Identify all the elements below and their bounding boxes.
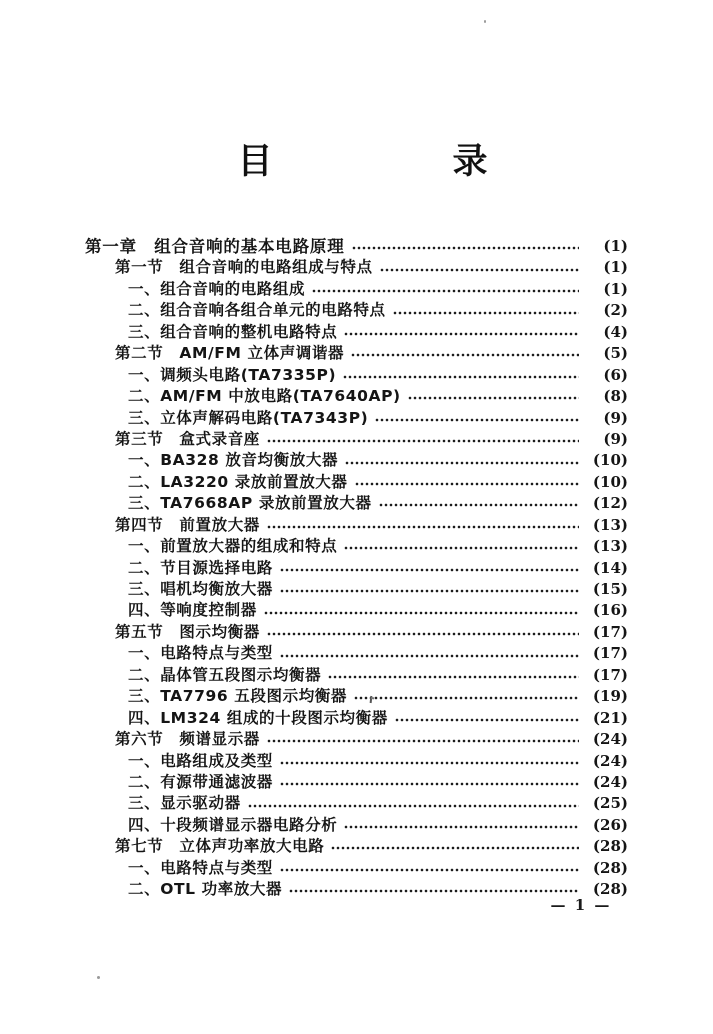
toc-leader-dots [395, 718, 579, 722]
toc-leader-dots [375, 418, 579, 422]
toc-entry-label: 三、唱机均衡放大器 [128, 580, 273, 598]
toc-leader-dots [379, 503, 579, 507]
toc-page-number: (5) [603, 344, 628, 363]
toc-leader-dots [328, 675, 579, 679]
toc-page-number: (10) [592, 451, 628, 470]
toc-page-number: (10) [592, 472, 628, 491]
toc-entry-label: 一、电路特点与类型 [128, 858, 273, 877]
toc-page-number: (1) [603, 279, 628, 298]
toc-entry [85, 772, 628, 793]
toc-entry-label: 一、组合音响的电路组成 [128, 279, 306, 298]
toc-entry [85, 450, 628, 471]
toc-entry-label: 一、BA328 放音均衡放大器 [128, 451, 339, 470]
toc-entry-label: 第七节 立体声功率放大电路 [115, 837, 325, 856]
toc-entry-label: 二、OTL 功率放大器 [128, 880, 283, 899]
toc-leader-dots [352, 246, 580, 250]
toc-leader-dots [280, 761, 579, 765]
toc-page-number: (26) [592, 815, 628, 834]
toc-entry-label: 第一章 组合音响的基本电路原理 [85, 237, 345, 256]
toc-entry [85, 322, 628, 343]
toc-entry [85, 793, 628, 814]
toc-entry [85, 472, 628, 493]
toc-page-number: (8) [603, 387, 628, 406]
toc-page-number: (12) [592, 494, 628, 513]
toc-entry [85, 236, 628, 257]
toc-entry-label: 第三节 盒式录音座 [115, 429, 260, 448]
toc-entry-label: 三、TA7668AP 录放前置放大器 [128, 494, 372, 513]
title-char-lu: 录 [452, 141, 488, 182]
toc-leader-dots [354, 696, 579, 700]
toc-leader-dots [408, 396, 579, 400]
toc-leader-dots [280, 868, 579, 872]
toc-leader-dots [267, 632, 579, 636]
toc-entry [85, 815, 628, 836]
toc-page-number: (17) [592, 644, 628, 663]
scan-speck [484, 20, 486, 23]
toc-leader-dots [280, 654, 579, 658]
toc-leader-dots [343, 375, 579, 379]
toc-leader-dots [280, 568, 579, 572]
page-title [12, 134, 713, 184]
toc-entry [85, 386, 628, 407]
toc-leader-dots [267, 439, 579, 443]
toc-leader-dots [312, 289, 579, 293]
toc-leader-dots [393, 311, 579, 315]
toc-entry [85, 600, 628, 621]
toc-leader-dots [355, 482, 579, 486]
toc-entry [85, 579, 628, 600]
toc-entry-label: 一、电路特点与类型 [128, 644, 273, 663]
toc-leader-dots [345, 461, 579, 465]
toc-entry-label: 三、显示驱动器 [128, 794, 241, 813]
toc-leader-dots [267, 525, 579, 529]
scan-speck [97, 976, 100, 979]
toc-page-number: (21) [592, 708, 628, 727]
toc-entry [85, 708, 628, 729]
toc-entry-label: 二、节目源选择电路 [128, 558, 273, 577]
toc-page-number: (6) [603, 365, 628, 384]
toc-entry-label: 第四节 前置放大器 [115, 515, 260, 534]
toc-entry [85, 515, 628, 536]
toc-page-number: (24) [592, 730, 628, 749]
toc-page-number: (25) [592, 794, 628, 813]
toc-entry-label: 一、前置放大器的组成和特点 [128, 537, 338, 556]
toc-leader-dots [280, 782, 579, 786]
toc-entry-label: 一、电路组成及类型 [128, 751, 273, 770]
toc-entry-label: 三、TA7796 五段图示均衡器 [128, 687, 348, 706]
toc-page-number: (14) [592, 558, 628, 577]
toc-leader-dots [351, 353, 579, 357]
toc-entry-label: 二、组合音响各组合单元的电路特点 [128, 301, 386, 320]
toc-entry-label: 二、晶体管五段图示均衡器 [128, 665, 322, 684]
toc-entry [85, 257, 628, 278]
toc-page-number: (17) [592, 665, 628, 684]
toc-page-number: (28) [592, 880, 628, 899]
toc-leader-dots [344, 332, 579, 336]
toc-page-number: (4) [603, 322, 628, 341]
toc-entry-label: 三、组合音响的整机电路特点 [128, 322, 338, 341]
toc-entry-label: 四、等响度控制器 [128, 601, 257, 620]
toc-entry [85, 665, 628, 686]
toc-entry [85, 365, 628, 386]
toc-list [85, 236, 628, 901]
toc-page-number: (17) [592, 622, 628, 641]
toc-leader-dots [264, 611, 579, 615]
toc-page-number: (15) [592, 580, 628, 598]
toc-entry-label: 二、LA3220 录放前置放大器 [128, 472, 348, 491]
toc-leader-dots [380, 268, 579, 272]
toc-entry [85, 493, 628, 514]
toc-page-number: (1) [603, 237, 628, 255]
toc-entry-label: 二、AM/FM 中放电路(TA7640AP) [128, 387, 401, 406]
toc-entry-label: 一、调频头电路(TA7335P) [128, 365, 337, 384]
toc-entry [85, 622, 628, 643]
toc-page-number: (28) [592, 837, 628, 856]
toc-entry-label: 第五节 图示均衡器 [115, 622, 260, 641]
toc-entry [85, 751, 628, 772]
toc-page-number: (2) [603, 301, 628, 320]
toc-page-number: (13) [592, 537, 628, 556]
toc-page-number: (24) [592, 751, 628, 770]
toc-leader-dots [248, 804, 579, 808]
toc-entry [85, 408, 628, 429]
toc-leader-dots [344, 546, 579, 550]
toc-entry [85, 729, 628, 750]
toc-entry-label: 四、十段频谱显示器电路分析 [128, 815, 338, 834]
toc-entry [85, 536, 628, 557]
toc-entry-label: 第二节 AM/FM 立体声调谐器 [115, 344, 345, 363]
toc-page-number: (19) [592, 687, 628, 706]
toc-page-number: (28) [592, 858, 628, 877]
toc-leader-dots [267, 739, 579, 743]
toc-page-number: (16) [592, 601, 628, 620]
toc-entry [85, 558, 628, 579]
toc-leader-dots [344, 825, 579, 829]
title-char-mu: 目 [237, 141, 273, 182]
toc-leader-dots [289, 889, 579, 893]
page-number-footer: — 1 — [550, 896, 612, 914]
toc-page-number: (13) [592, 515, 628, 534]
toc-page-number: (1) [603, 258, 628, 277]
toc-page-number: (9) [603, 429, 628, 448]
toc-entry [85, 343, 628, 364]
toc-entry-label: 四、LM324 组成的十段图示均衡器 [128, 708, 388, 727]
toc-entry [85, 429, 628, 450]
toc-entry [85, 858, 628, 879]
toc-entry-label: 二、有源带通滤波器 [128, 772, 273, 791]
toc-entry [85, 279, 628, 300]
toc-leader-dots [331, 846, 579, 850]
toc-page-number: (24) [592, 772, 628, 791]
toc-entry [85, 300, 628, 321]
toc-entry [85, 836, 628, 857]
toc-page-number: (9) [603, 408, 628, 427]
toc-entry-label: 第六节 频谱显示器 [115, 730, 260, 749]
toc-entry [85, 686, 628, 707]
toc-entry-label: 三、立体声解码电路(TA7343P) [128, 408, 369, 427]
toc-entry [85, 643, 628, 664]
toc-entry-label: 第一节 组合音响的电路组成与特点 [115, 258, 373, 277]
toc-leader-dots [280, 589, 579, 593]
